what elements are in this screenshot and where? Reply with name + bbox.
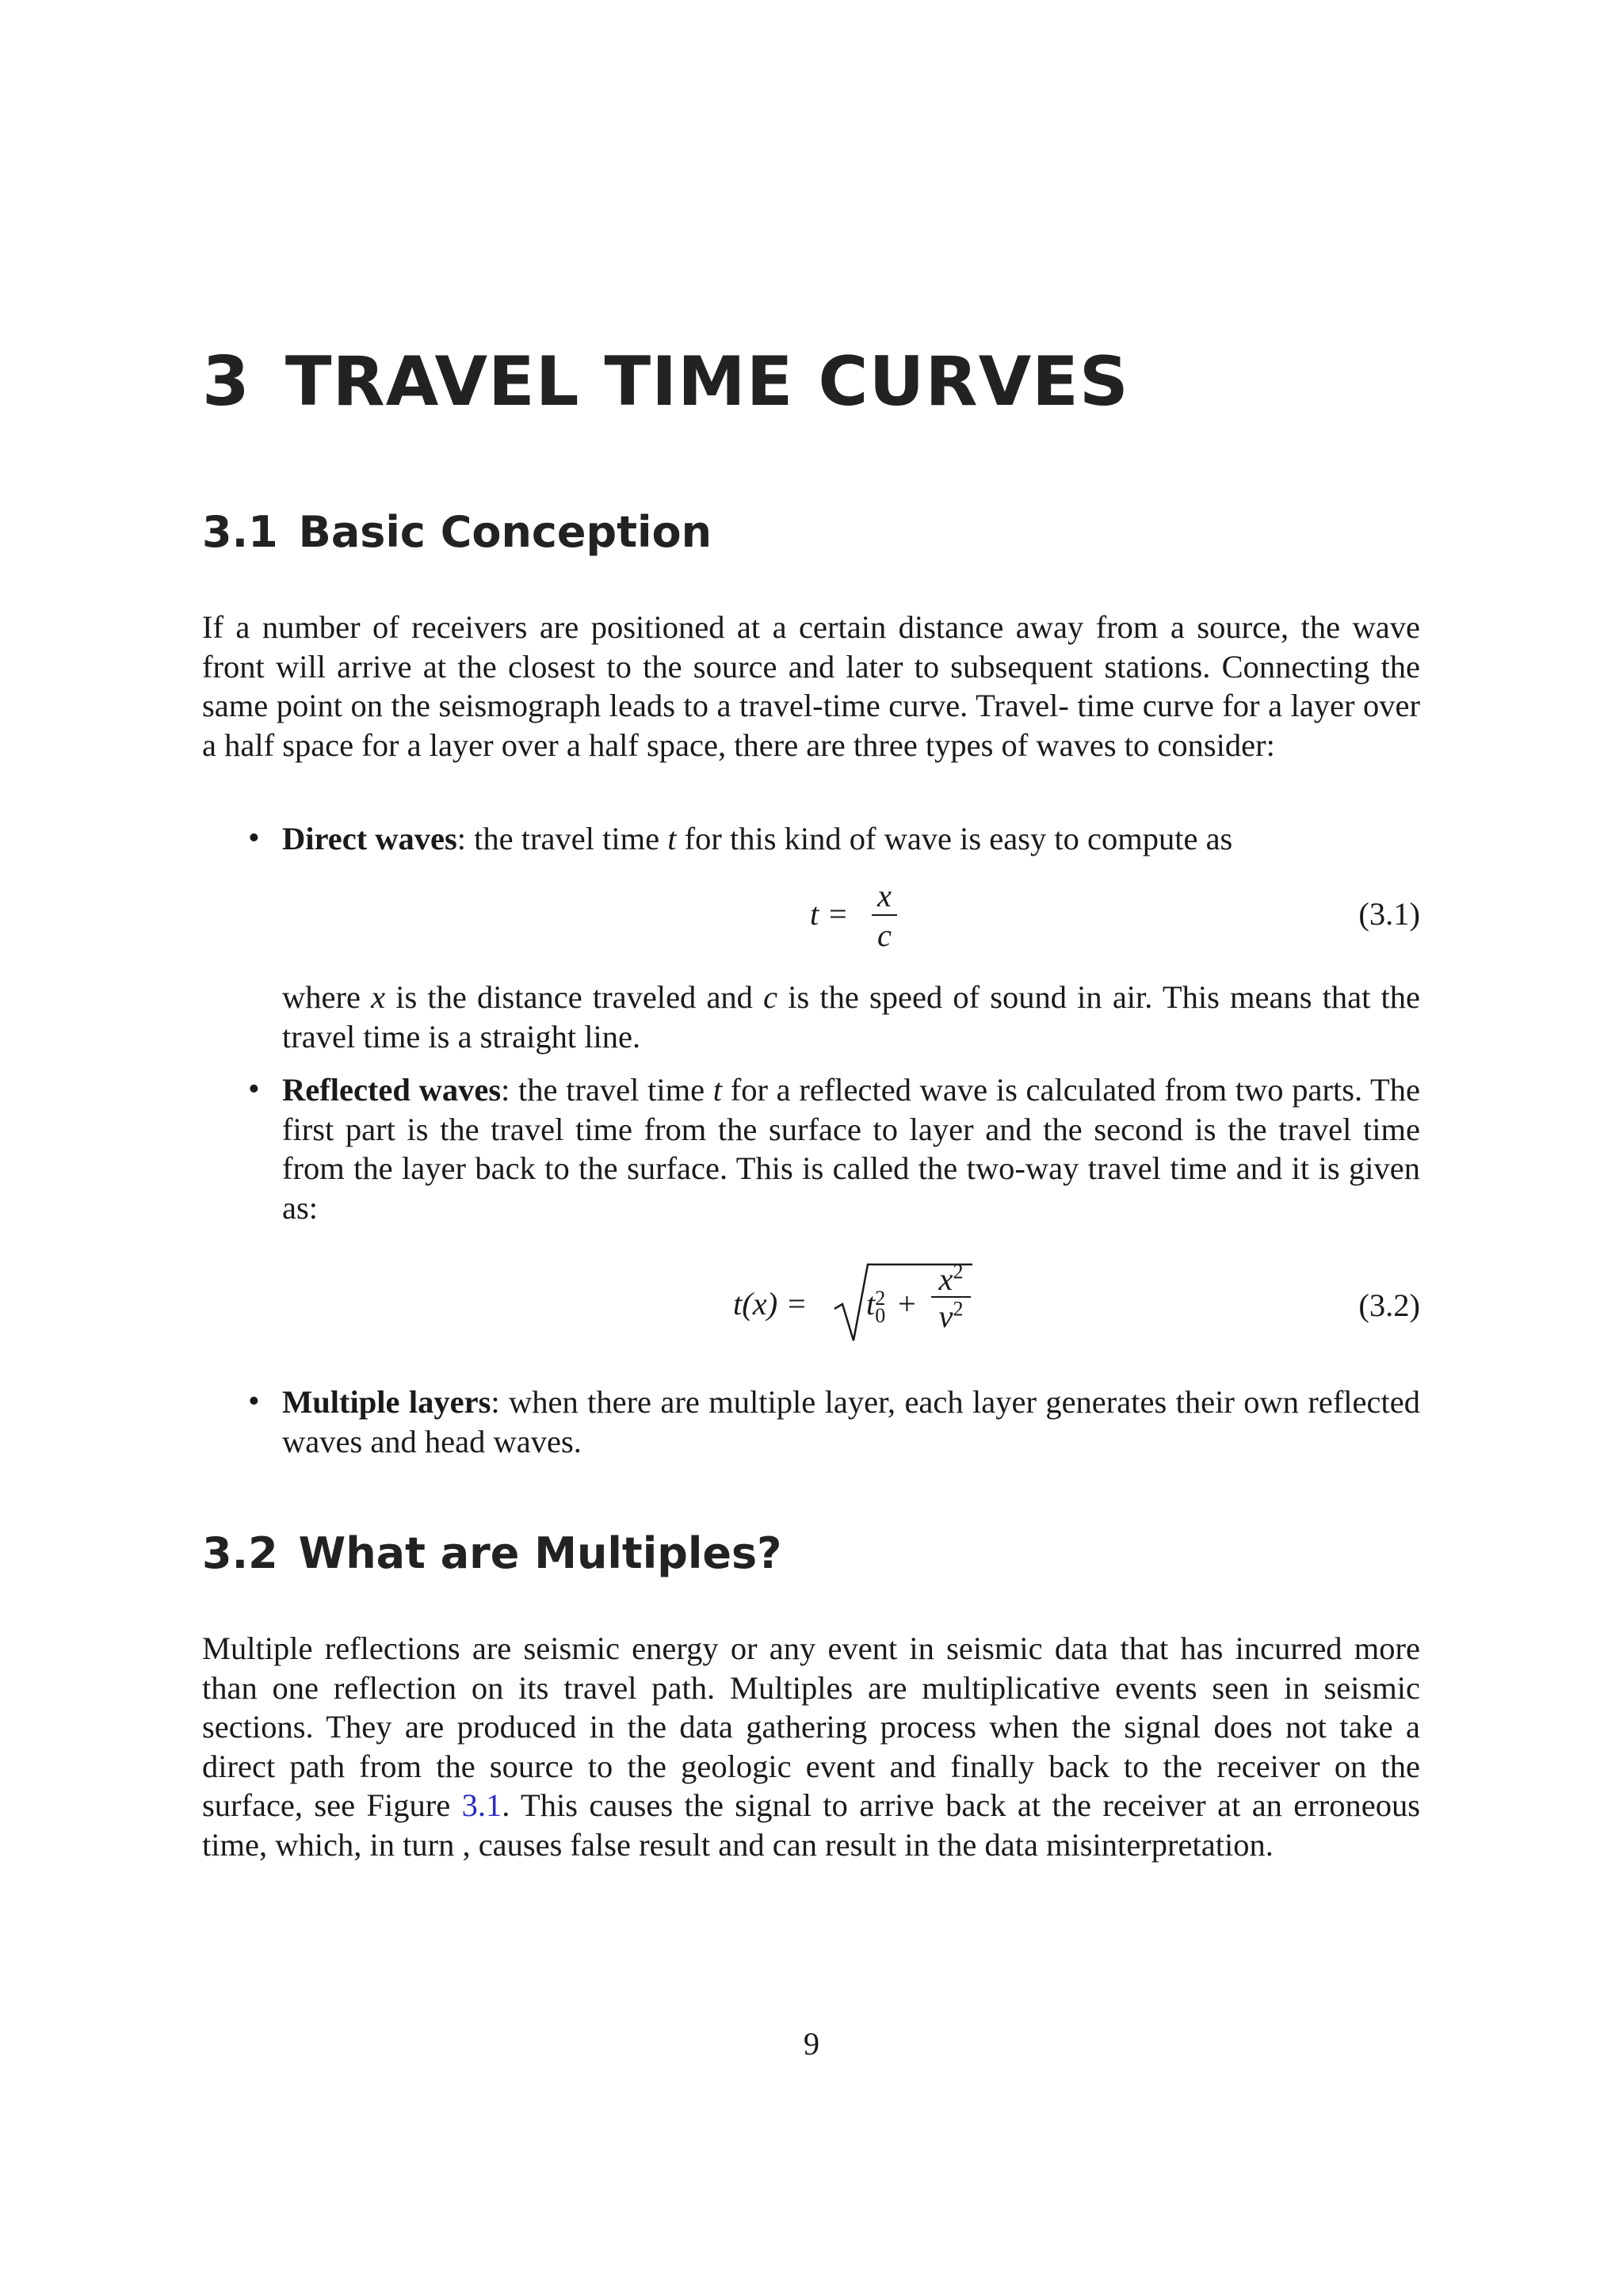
equation-explanation: where x is the distance traveled and c is the speed of sound in air. This means that the travel time is a straight line. [282,979,1420,1055]
bullet-term: Direct waves [282,821,457,856]
section-title: Basic Conception [298,507,712,557]
section-heading-multiples [202,1528,782,1578]
denominator: $v^2$ [938,1297,964,1334]
variable: c [763,979,778,1015]
t-zero-squared: t 2 0 [866,1286,886,1327]
figure-reference-link[interactable]: 3.1 [461,1787,502,1823]
section-number: 3.1 [202,507,278,557]
list-item-reflected-waves: Reflected waves: the travel time t for a reflected wave is calculated from two parts. The first part is the travel time from the surface to layer and the second is the travel time from the layer back to the surface. This is called the two-way travel time and it is given as: [282,1072,1421,1226]
variable: t [667,821,677,856]
bullet-marker: • [248,1383,260,1420]
chapter-title: TRAVEL TIME CURVES [285,342,1129,421]
chapter-heading [202,342,1129,421]
section-number: 3.2 [202,1528,278,1578]
equation-lhs: t(x) = [733,1286,808,1322]
fraction [870,878,899,955]
bullet-marker: • [248,1071,260,1108]
equation-number: (3.2) [1358,1287,1420,1323]
multiples-paragraph: Multiple reflections are seismic energy or any event in seismic data that has incurred more than one reflection on its travel path. Multiples are multiplicative events seen in seismic sections. They are produced in the data gathering process when the signal does not take a direct path from the source to the geologic event and finally back to the receiver on the surface, see Figure 3.1. This causes the signal to arrive back at the receiver at an erroneous time, which, in turn , causes false result and can result in the data misinterpretation. [202,1630,1420,1863]
bullet-term: Reflected waves [282,1072,502,1108]
equation-3-2 [733,1258,971,1345]
denominator: c [877,917,892,953]
page-number: 9 [803,2026,820,2061]
bullet-term: Multiple layers [282,1384,491,1420]
list-item-direct-waves: Direct waves: the travel time t for this kind of wave is easy to compute as [282,821,1233,856]
bullet-marker: • [248,820,260,856]
equation-3-1 [810,878,905,957]
list-item-multiple-layers: Multiple layers: when there are multiple layer, each layer generates their own reflected waves and head waves. [282,1384,1420,1459]
chapter-number: 3 [202,342,250,421]
variable: t [712,1072,723,1108]
intro-paragraph: If a number of receivers are positioned at a certain distance away from a source, the wave front will arrive at the closest to the source and later to subsequent stations. Connecting the same point on the seismograph leads to a travel-time curve. Travel- time curve for a layer over a half space for a layer over a half space, there are three types of waves to consider: [202,609,1420,763]
plus-sign: + [898,1286,916,1322]
section-heading-basic-conception [202,507,712,557]
equation-lhs: t = [810,896,849,932]
variable: x [371,979,386,1015]
section-title: What are Multiples? [298,1528,782,1578]
numerator: x [877,878,892,913]
equation-number: (3.1) [1358,896,1420,932]
numerator: $x^2$ [938,1260,964,1297]
fraction [931,1260,971,1336]
